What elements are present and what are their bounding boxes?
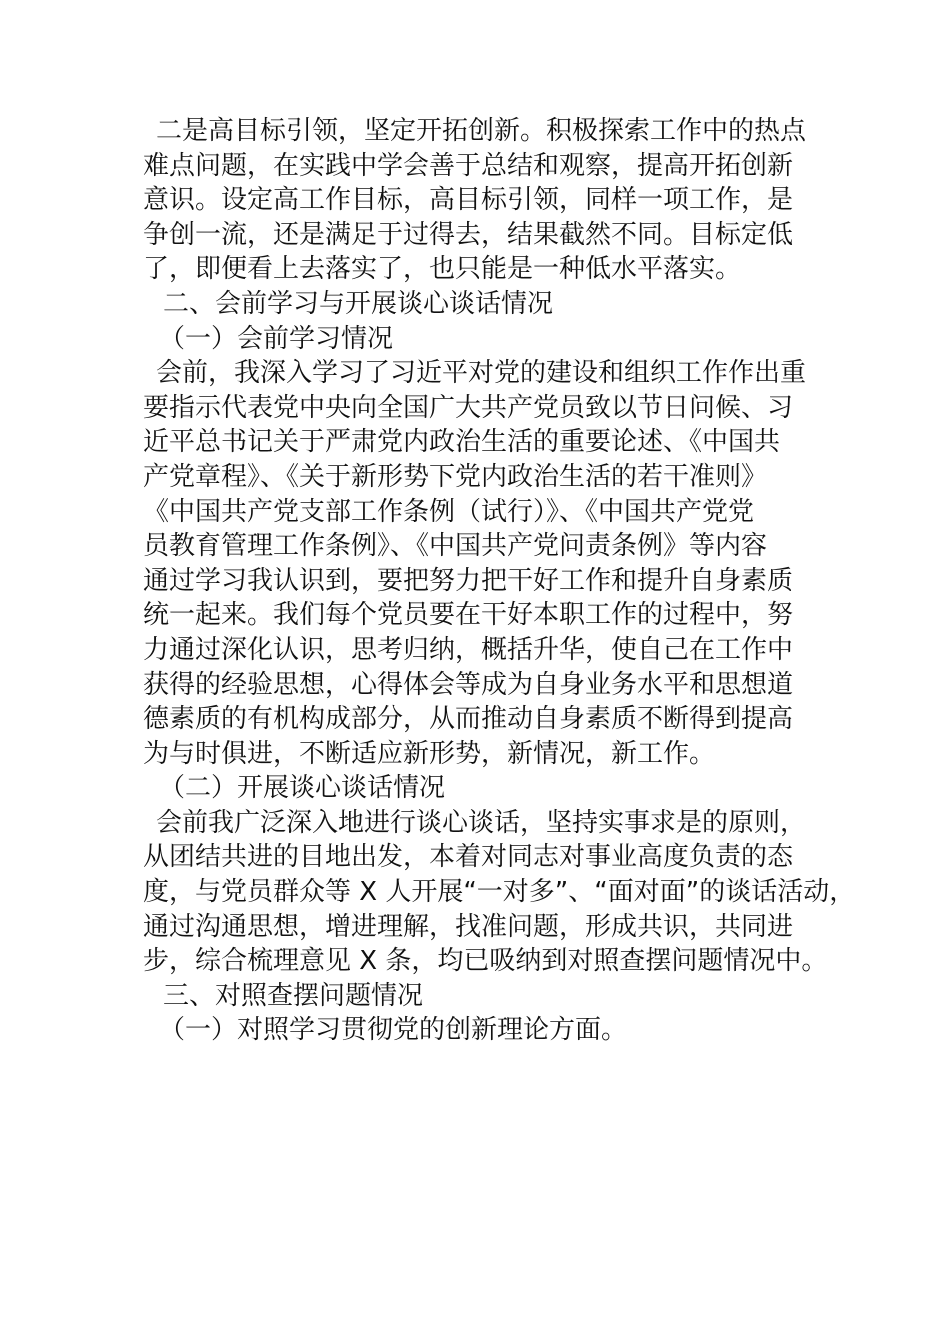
paragraph-line: 通过学习我认识到，要把努力把干好工作和提升自身素质 (143, 565, 794, 596)
paragraph-line: 会前我广泛深入地进行谈心谈话，坚持实事求是的原则， (156, 807, 807, 838)
paragraph-line: 了，即便看上去落实了，也只能是一种低水平落实。 (143, 254, 742, 285)
paragraph-line: 获得的经验思想，心得体会等成为自身业务水平和思想道 (143, 669, 794, 700)
section-heading: 三、对照查摆问题情况 (163, 980, 424, 1011)
paragraph-line: 产党章程》、《关于新形势下党内政治生活的若干准则》 (143, 461, 768, 492)
subsection-heading: （一）会前学习情况 (159, 323, 394, 354)
section-heading: 二、会前学习与开展谈心谈话情况 (163, 288, 554, 319)
document-body (143, 114, 856, 1048)
paragraph-line: 员教育管理工作条例》、《中国共产党问责条例》等内容 (143, 531, 768, 562)
paragraph-line: 步，综合梳理意见 X 条，均已吸纳到对照查摆问题情况中。 (143, 946, 828, 977)
subsection-heading: （二）开展谈心谈话情况 (159, 773, 446, 804)
paragraph-line: 为与时俱进，不断适应新形势，新情况，新工作。 (143, 738, 716, 769)
paragraph-line: 争创一流，还是满足于过得去，结果截然不同。目标定低 (143, 219, 794, 250)
paragraph-line: 通过沟通思想，增进理解，找准问题，形成共识，共同进 (143, 911, 794, 942)
paragraph-line: 《中国共产党支部工作条例（试行）》、《中国共产党党 (143, 496, 755, 527)
paragraph-line: 统一起来。我们每个党员要在干好本职工作的过程中，努 (143, 600, 794, 631)
subsection-heading: （一）对照学习贯彻党的创新理论方面。 (159, 1015, 628, 1046)
paragraph-line: 从团结共进的目地出发，本着对同志对事业高度负责的态 (143, 842, 794, 873)
paragraph-line: 要指示代表党中央向全国广大共产党员致以节日问候、习 (143, 392, 794, 423)
paragraph-line: 度，与党员群众等 X 人开展“一对多”、“面对面”的谈话活动， (143, 877, 856, 908)
paragraph-line: 会前，我深入学习了习近平对党的建设和组织工作作出重 (156, 358, 807, 389)
paragraph-line: 意识。设定高工作目标，高目标引领，同样一项工作，是 (143, 185, 794, 216)
paragraph-line: 德素质的有机构成部分，从而推动自身素质不断得到提高 (143, 704, 794, 735)
paragraph-line: 二是高目标引领，坚定开拓创新。积极探索工作中的热点 (156, 116, 807, 146)
paragraph-line: 力通过深化认识，思考归纳，概括升华，使自己在工作中 (143, 634, 794, 665)
paragraph-line: 难点问题，在实践中学会善于总结和观察，提高开拓创新 (143, 150, 794, 181)
paragraph-line: 近平总书记关于严肃党内政治生活的重要论述、《中国共 (143, 427, 781, 458)
